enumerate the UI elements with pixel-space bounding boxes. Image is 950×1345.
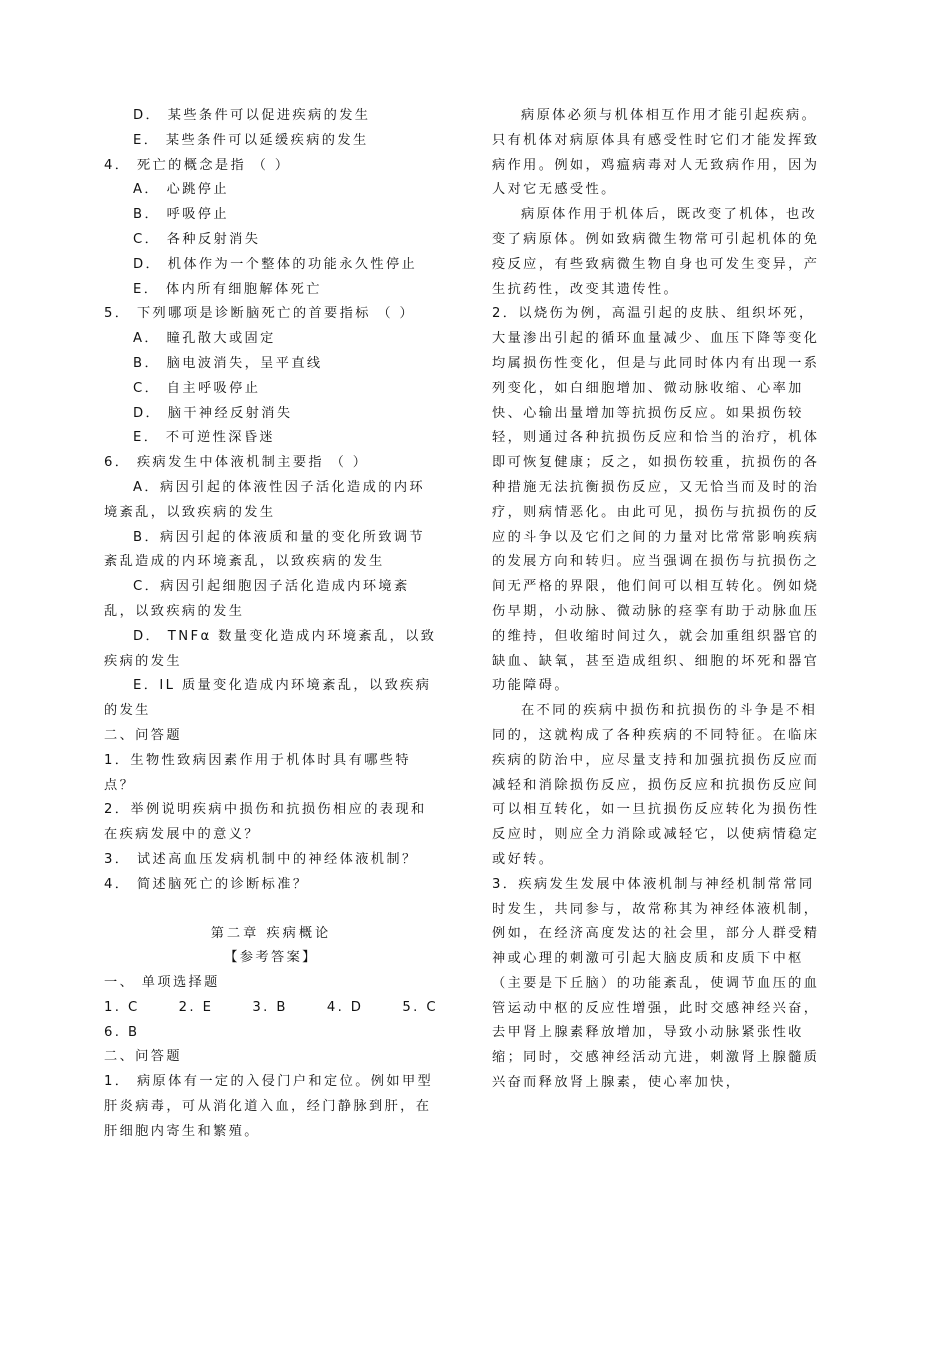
q3-option-e: E． 某些条件可以延缓疾病的发生: [133, 132, 369, 148]
q4-option-c: C． 各种反射消失: [133, 231, 261, 247]
answer-para-3: 在不同的疾病中损伤和抗损伤的斗争是不相同的，这就构成了各种疾病的不同特征。在临床疾病的防治中，应尽量支持和加强抗损伤反应而减轻和消除损伤反应，损伤反应和抗损伤反应间可以相互转化，如一旦抗损伤反应转化为损伤性反应时，则应全力消除或减轻它，以使病情稳定或好转。: [492, 703, 820, 867]
answer-1: 1. C: [104, 999, 140, 1015]
answer-para-2: 病原体作用于机体后，既改变了机体，也改变了病原体。例如致病微生物常可引起机体的免疫反应，有些致病微生物自身也可发生变异，产生抗药性，改变其遗传性。: [492, 207, 820, 297]
answer-essay-1: 1． 病原体有一定的入侵门户和定位。例如甲型肝炎病毒，可从消化道入血，经门静脉到肝，在肝细胞内寄生和繁殖。: [104, 1074, 434, 1139]
answers-section-choice: 一、 单项选择题: [104, 975, 220, 991]
spacer: [104, 898, 438, 922]
answer-essay-3: 3．疾病发生发展中体液机制与神经机制常常同时发生，共同参与，故常称其为神经体液机制，例如，在经济高度发达的社会里，部分人群受精神或心理的刺激可引起大脑皮质和皮质下中枢（主要是下丘脑）的功能紊乱，使调节血压的血管运动中枢的反应性增强，此时交感神经兴奋，去甲肾上腺素释放增加，导致小动脉紧张性收缩；同时，交感神经活动亢进，刺激肾上腺髓质兴奋而释放肾上腺素，使心率加快，: [492, 876, 820, 1091]
answer-3: 3. B: [252, 999, 288, 1015]
section-heading-qa: 二、问答题: [104, 727, 182, 743]
q6-option-a: A．病因引起的体液性因子活化造成的内环境紊乱，以致疾病的发生: [104, 479, 425, 520]
q6-option-d: D． TNFα 数量变化造成内环境紊乱，以致疾病的发生: [104, 628, 437, 669]
q4-option-d: D． 机体作为一个整体的功能永久性停止: [133, 256, 418, 272]
q5-option-c: C． 自主呼吸停止: [133, 380, 261, 396]
reference-answers-title: 【参考答案】: [224, 950, 318, 966]
answer-para-1: 病原体必须与机体相互作用才能引起疾病。只有机体对病原体具有感受性时它们才能发挥致病作用。例如，鸡瘟病毒对人无致病作用，因为人对它无感受性。: [492, 108, 820, 198]
chapter-title: 第二章 疾病概论: [210, 925, 332, 941]
answer-6: 6. B: [104, 1024, 140, 1040]
answer-row: [104, 996, 438, 1021]
q3-option-d: D． 某些条件可以促进疾病的发生: [133, 108, 371, 123]
q4-option-a: A． 心跳停止: [133, 182, 229, 198]
q6-option-c: C．病因引起细胞因子活化造成内环境紊乱，以致疾病的发生: [104, 579, 410, 619]
question-6: 6． 疾病发生中体液机制主要指 （ ）: [104, 455, 369, 471]
answer-5: 5. C: [402, 999, 438, 1015]
q5-option-b: B． 脑电波消失，呈平直线: [133, 355, 323, 371]
q5-option-a: A． 瞳孔散大或固定: [133, 331, 276, 347]
q5-option-e: E． 不可逆性深昏迷: [133, 430, 276, 446]
essay-question-1: 1．生物性致病因素作用于机体时具有哪些特点？: [104, 752, 411, 793]
answer-2: 2. E: [178, 999, 214, 1015]
essay-question-3: 3． 试述高血压发病机制中的神经体液机制？: [104, 851, 418, 867]
answer-4: 4. D: [326, 999, 364, 1015]
q4-option-e: E． 体内所有细胞解体死亡: [133, 281, 322, 297]
right-column: [492, 104, 826, 1096]
question-4: 4． 死亡的概念是指 （ ）: [104, 157, 291, 173]
question-5: 5． 下列哪项是诊断脑死亡的首要指标 （ ）: [104, 306, 416, 322]
essay-question-2: 2．举例说明疾病中损伤和抗损伤相应的表现和在疾病发展中的意义？: [104, 802, 427, 843]
q4-option-b: B． 呼吸停止: [133, 207, 229, 223]
q5-option-d: D． 脑干神经反射消失: [133, 405, 293, 421]
q6-option-e: E．IL 质量变化造成内环境紊乱，以致疾病的发生: [104, 678, 432, 719]
essay-question-4: 4． 简述脑死亡的诊断标准？: [104, 876, 309, 892]
left-column: [104, 104, 438, 1145]
answers-section-qa: 二、问答题: [104, 1049, 182, 1065]
answer-essay-2: 2．以烧伤为例，高温引起的皮肤、组织坏死，大量渗出引起的循环血量减少、血压下降等变化均属损伤性变化，但是与此同时体内有出现一系列变化，如白细胞增加、微动脉收缩、心率加快、心输出量增加等抗损伤反应。如果损伤较轻，则通过各种抗损伤反应和恰当的治疗，机体即可恢复健康；反之，如损伤较重，抗损伤的各种措施无法抗衡损伤反应，又无恰当而及时的治疗，则病情恶化。由此可见，损伤与抗损伤的反应的斗争以及它们之间的力量对比常常影响疾病的发展方向和转归。应当强调在损伤与抗损伤之间无严格的界限，他们间可以相互转化。例如烧伤早期，小动脉、微动脉的痉挛有助于动脉血压的维持，但收缩时间过久，就会加重组织器官的缺血、缺氧，甚至造成组织、细胞的坏死和器官功能障碍。: [492, 306, 820, 694]
q6-option-b: B．病因引起的体液质和量的变化所致调节紊乱造成的内环境紊乱，以致疾病的发生: [104, 529, 426, 570]
